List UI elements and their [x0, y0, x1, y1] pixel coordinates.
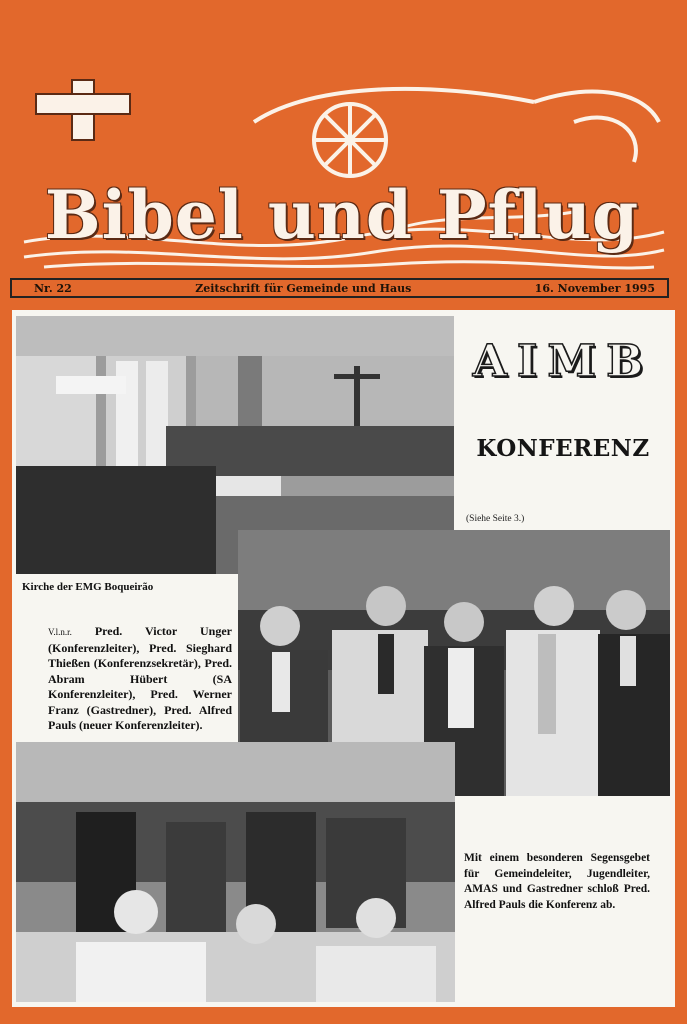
closing-prayer-caption: Mit einem besonderen Segensgebet für Gemeindeleiter, Jugendleiter, AMAS und Gastredner schloß Pred. Alfred Pauls die Konferenz ab. — [464, 852, 650, 911]
masthead — [14, 62, 670, 272]
page-reference: (Siehe Seite 3.) — [466, 514, 525, 524]
info-bar — [10, 278, 669, 298]
leaders-photo-caption — [48, 624, 232, 734]
issue-date: 16. November 1995 — [534, 281, 655, 295]
headline-title: AIMB — [472, 336, 654, 387]
caption-prefix: V.l.n.r. — [48, 627, 72, 637]
headline-subtitle: KONFERENZ — [476, 435, 650, 462]
issue-number: Nr. 22 — [34, 281, 72, 295]
magazine-subtitle: Zeitschrift für Gemeinde und Haus — [195, 281, 412, 295]
masthead-title: Bibel und Pflug — [44, 176, 640, 254]
church-photo-caption: Kirche der EMG Boqueirão — [22, 581, 154, 593]
caption-names: Pred. Victor Unger (Konferenzleiter), Pred. Sieghard Thießen (Konferenzsekretär), Pred. Abram Hübert (SA Konferenzleiter), Pred. Werner Franz (Gastredner), Pred. Alfred Pauls (neuer Konferenzleiter). — [48, 624, 232, 732]
closing-prayer-photo — [16, 742, 455, 1002]
